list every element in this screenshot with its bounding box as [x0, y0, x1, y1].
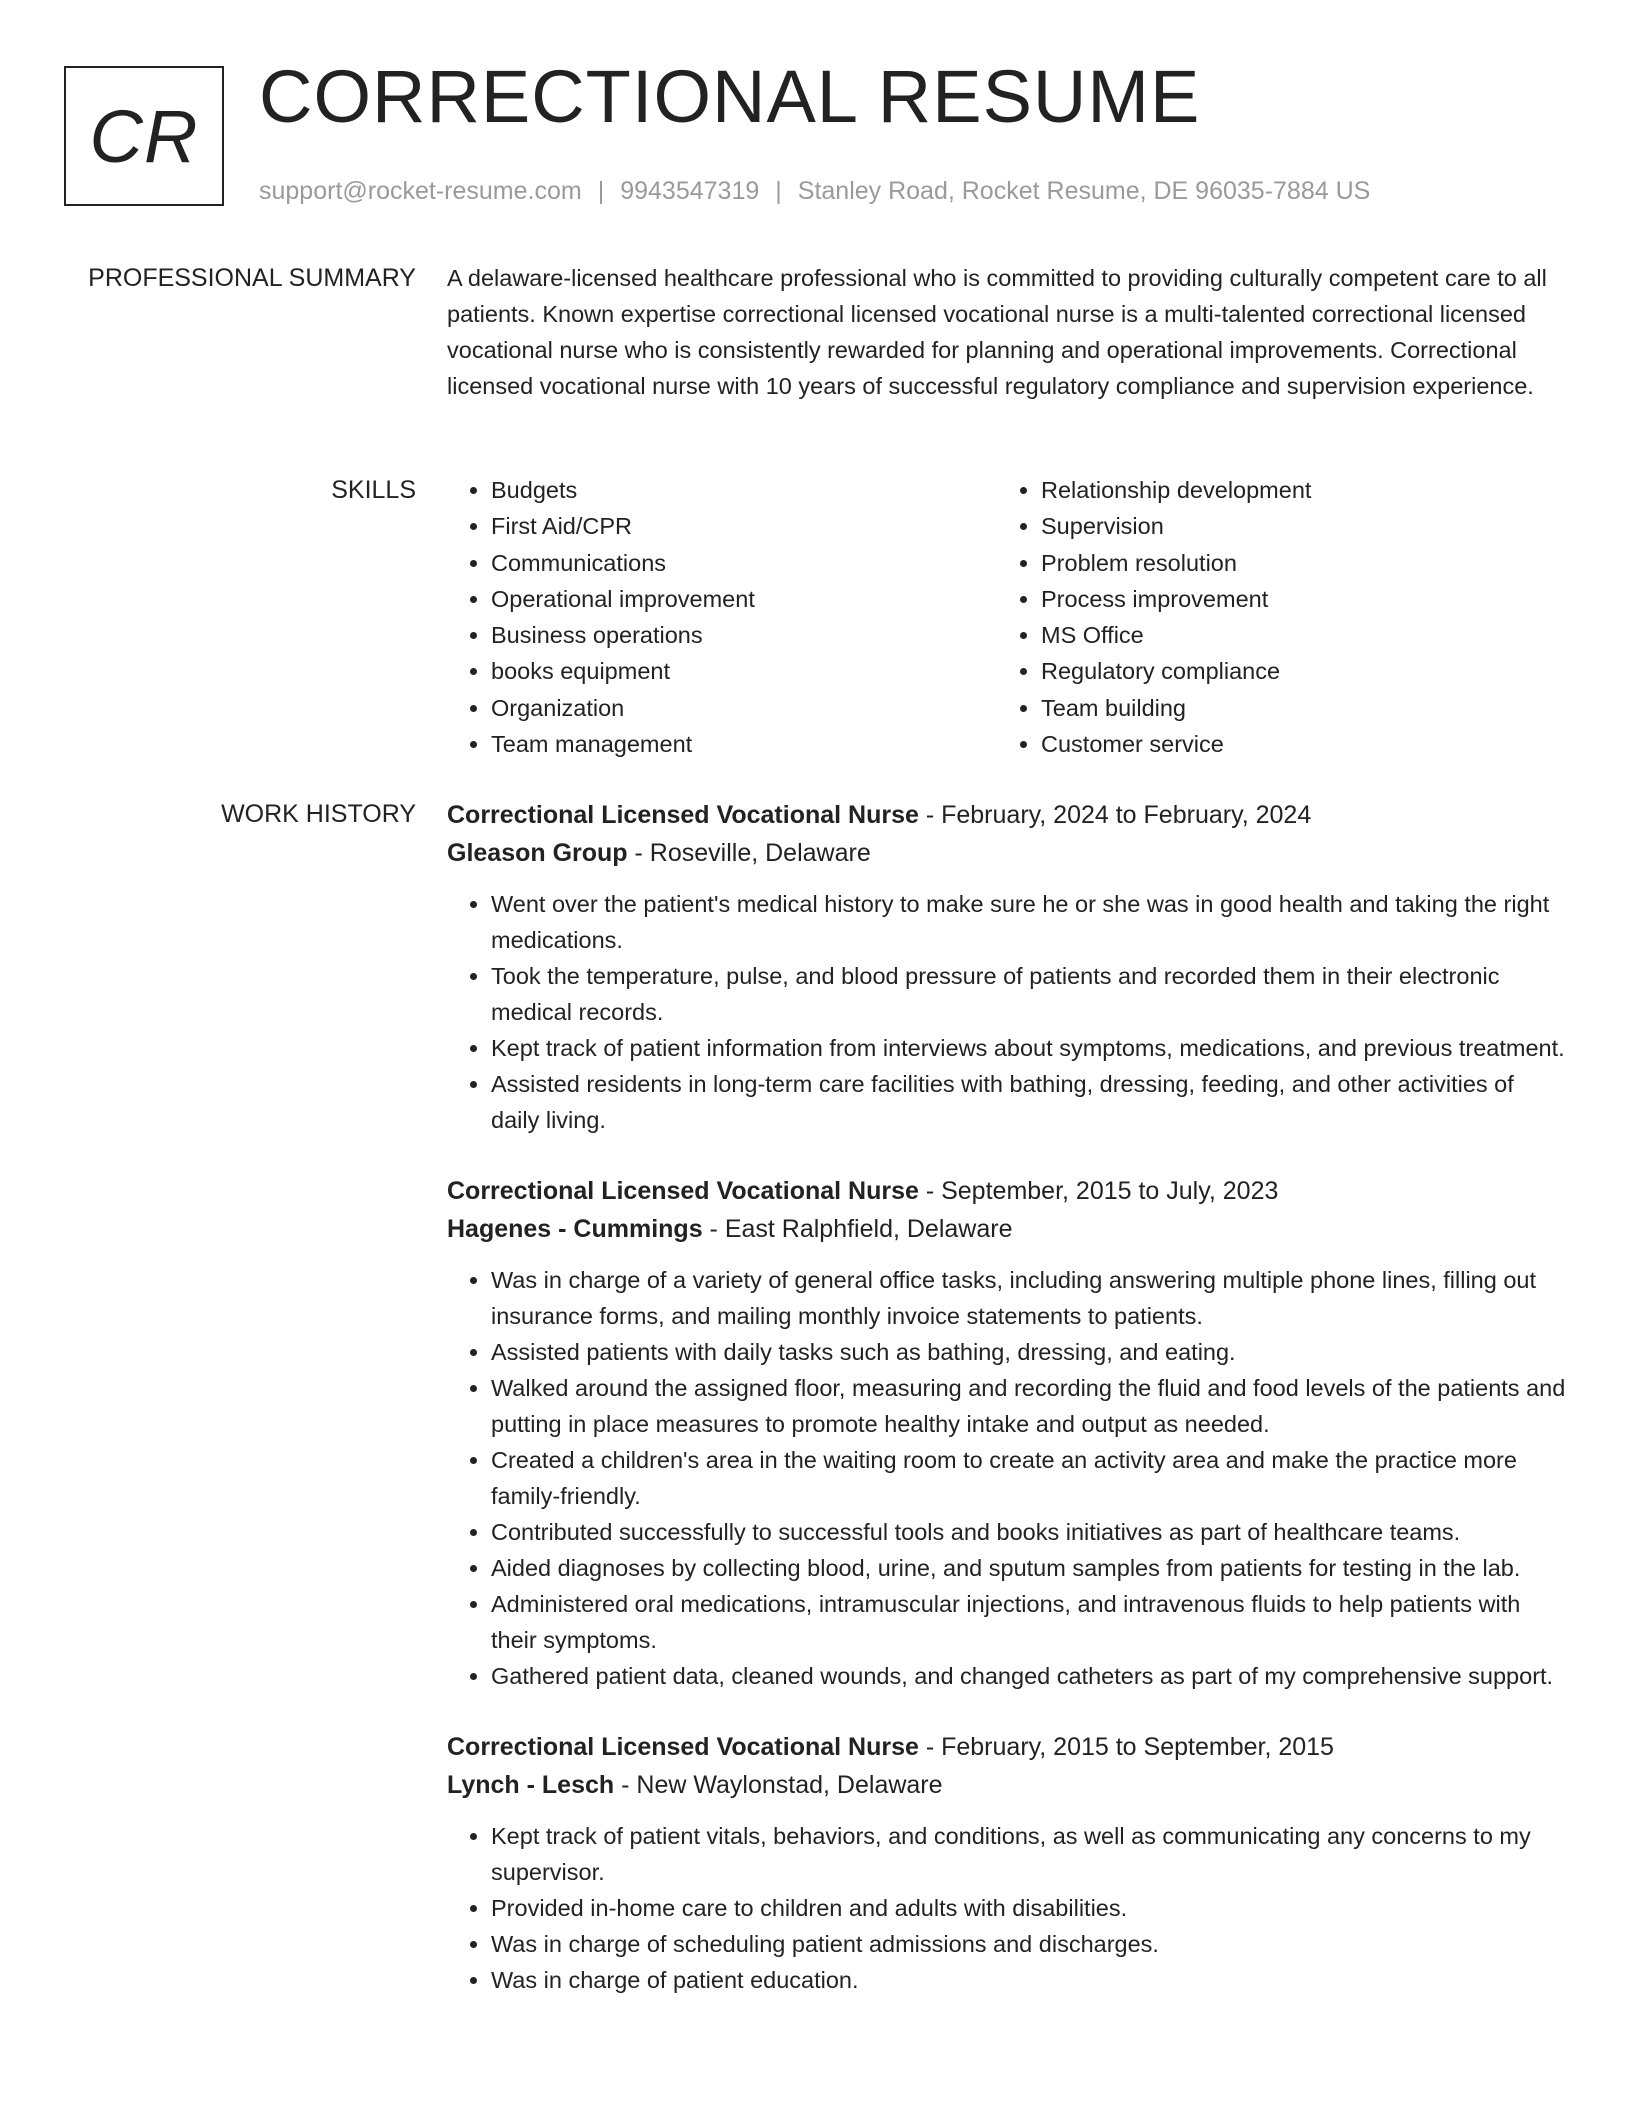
- skills-body: [447, 472, 1567, 762]
- skills-label: SKILLS: [331, 476, 416, 504]
- skills-list-left: [447, 472, 997, 762]
- resume-name: CORRECTIONAL RESUME: [259, 55, 1201, 138]
- job-bullet: • Was in charge of a variety of general office tasks, including answering multiple phone lines, filling out insurance forms, and mailing monthly invoice statements to patients.: [491, 1262, 1567, 1334]
- job-bullet: • Took the temperature, pulse, and blood pressure of patients and recorded them in their electronic medical records.: [491, 958, 1567, 1030]
- job-bullet: • Aided diagnoses by collecting blood, urine, and sputum samples from patients for testing in the lab.: [491, 1550, 1567, 1586]
- job-company-line: [447, 1766, 1567, 1804]
- job-bullet: • Kept track of patient vitals, behaviors, and conditions, as well as communicating any concerns to my supervisor.: [491, 1818, 1567, 1890]
- skill-item: • books equipment: [491, 653, 997, 689]
- job-bullet: • Was in charge of patient education.: [491, 1962, 1567, 1998]
- job-dates: - February, 2015 to September, 2015: [918, 1733, 1334, 1761]
- job-bullets: [447, 1262, 1567, 1694]
- job-bullet: • Contributed successfully to successful tools and books initiatives as part of healthcare teams.: [491, 1514, 1567, 1550]
- job-bullets: [447, 1818, 1567, 1998]
- job-entry: [447, 1172, 1567, 1694]
- contact-line: [259, 177, 1370, 206]
- job-title: Correctional Licensed Vocational Nurse: [447, 801, 919, 829]
- summary-body: [447, 260, 1567, 404]
- skill-item: • Communications: [491, 545, 997, 581]
- skill-item: • Problem resolution: [1041, 545, 1547, 581]
- contact-address: Stanley Road, Rocket Resume, DE 96035-7884 US: [797, 177, 1371, 205]
- job-company-line: [447, 834, 1567, 872]
- job-company: Gleason Group: [447, 839, 628, 867]
- job-title-line: [447, 1172, 1567, 1210]
- job-entry: [447, 796, 1567, 1138]
- skill-item: • Business operations: [491, 617, 997, 653]
- job-bullet: • Was in charge of scheduling patient admissions and discharges.: [491, 1926, 1567, 1962]
- job-bullet: • Created a children's area in the waiting room to create an activity area and make the practice more family-friendly.: [491, 1442, 1567, 1514]
- skills-list-right: [997, 472, 1547, 762]
- job-bullet: • Kept track of patient information from interviews about symptoms, medications, and previous treatment.: [491, 1030, 1567, 1066]
- summary-text: A delaware-licensed healthcare professional who is committed to providing culturally competent care to all patients. Known expertise correctional licensed vocational nurse is a multi-talented correctional licensed vocational nurse who is consistently rewarded for planning and operational improvements. Correctional licensed vocational nurse with 10 years of successful regulatory compliance and supervision experience.: [447, 265, 1547, 399]
- job-location: - New Waylonstad, Delaware: [614, 1771, 943, 1799]
- skill-item: • Team building: [1041, 690, 1547, 726]
- job-title-line: [447, 796, 1567, 834]
- job-company: Hagenes - Cummings: [447, 1215, 703, 1243]
- skill-item: • Process improvement: [1041, 581, 1547, 617]
- job-bullet: • Walked around the assigned floor, measuring and recording the fluid and food levels of the patients and putting in place measures to promote healthy intake and output as needed.: [491, 1370, 1567, 1442]
- job-dates: - February, 2024 to February, 2024: [918, 801, 1312, 829]
- job-bullet: • Administered oral medications, intramuscular injections, and intravenous fluids to help patients with their symptoms.: [491, 1586, 1567, 1658]
- skill-item: • Supervision: [1041, 508, 1547, 544]
- skill-item: • Team management: [491, 726, 997, 762]
- skill-item: • Operational improvement: [491, 581, 997, 617]
- job-bullet: • Assisted residents in long-term care facilities with bathing, dressing, feeding, and other activities of daily living.: [491, 1066, 1567, 1138]
- job-location: - Roseville, Delaware: [627, 839, 871, 867]
- work-history-body: [447, 796, 1567, 2032]
- monogram-logo: CR: [64, 66, 224, 206]
- job-bullet: • Provided in-home care to children and adults with disabilities.: [491, 1890, 1567, 1926]
- skill-item: • Organization: [491, 690, 997, 726]
- skill-item: • Budgets: [491, 472, 997, 508]
- skill-item: • MS Office: [1041, 617, 1547, 653]
- job-company-line: [447, 1210, 1567, 1248]
- job-entry: [447, 1728, 1567, 1998]
- skill-item: • Relationship development: [1041, 472, 1547, 508]
- skill-item: • Regulatory compliance: [1041, 653, 1547, 689]
- job-bullet: • Assisted patients with daily tasks such as bathing, dressing, and eating.: [491, 1334, 1567, 1370]
- skill-item: • First Aid/CPR: [491, 508, 997, 544]
- skills-grid: [447, 472, 1567, 762]
- job-title-line: [447, 1728, 1567, 1766]
- work-history-label: WORK HISTORY: [221, 800, 416, 828]
- job-bullets: [447, 886, 1567, 1138]
- job-dates: - September, 2015 to July, 2023: [918, 1177, 1279, 1205]
- contact-separator: |: [775, 177, 782, 205]
- summary-label: PROFESSIONAL SUMMARY: [88, 264, 416, 292]
- job-bullet: • Went over the patient's medical history to make sure he or she was in good health and taking the right medications.: [491, 886, 1567, 958]
- skill-item: • Customer service: [1041, 726, 1547, 762]
- contact-email[interactable]: support@rocket-resume.com: [259, 177, 582, 205]
- job-title: Correctional Licensed Vocational Nurse: [447, 1733, 919, 1761]
- contact-separator: |: [597, 177, 605, 205]
- contact-phone[interactable]: 9943547319: [620, 177, 760, 205]
- job-title: Correctional Licensed Vocational Nurse: [447, 1177, 919, 1205]
- job-company: Lynch - Lesch: [447, 1771, 615, 1799]
- job-location: - East Ralphfield, Delaware: [702, 1215, 1013, 1243]
- job-bullet: • Gathered patient data, cleaned wounds, and changed catheters as part of my comprehensive support.: [491, 1658, 1567, 1694]
